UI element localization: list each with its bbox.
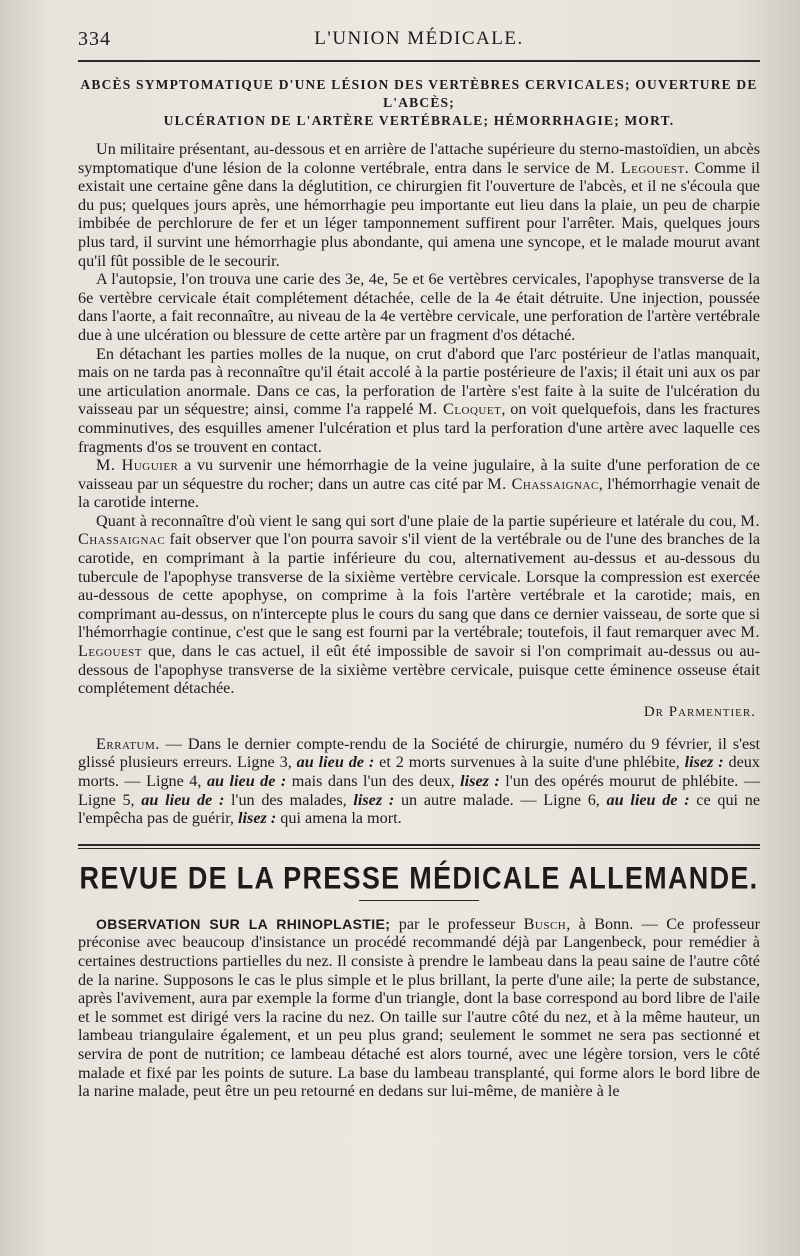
divider-rule-thick [78, 844, 760, 846]
section-title: REVUE DE LA PRESSE MÉDICALE ALLEMANDE. [79, 860, 759, 895]
article-title-line-2: ULCÉRATION DE L'ARTÈRE VERTÉBRALE; HÉMORRHAGIE; MORT. [163, 113, 675, 128]
text: qui amena la mort. [276, 809, 402, 828]
text: fait observer que l'on pourra savoir s'il vient de la vertébrale ou de l'une des branches de la carotide, en comprimant à la partie inférieure du cou, alternativement au-dessus et au-dessous du tubercule de l'apophyse transverse de la sixième vertèbre cervicale. Lorsque la compression est exercée au-dessous de cette apophyse, on comprime à la fois l'artère vertébrale et la carotide; mais, en comprimant au-dessus, on n'intercepte plus le cours du sang que dans ce dernier vaisseau, de sorte que si l'hémorrhagie continue, c'est que le sang est fourni par la vertébrale; toutefois, il faut remarquer avec [78, 530, 760, 642]
italic-text: au lieu de : [296, 753, 375, 772]
author-name: M. Chassaignac [487, 474, 599, 493]
paragraph-5 [78, 512, 760, 698]
article-title [78, 76, 760, 130]
author-name: Busch [523, 914, 567, 933]
erratum-text [78, 735, 760, 828]
paragraph-4 [78, 456, 760, 512]
text: par le professeur [390, 914, 524, 933]
text: deux morts. — Ligne 4, [78, 753, 760, 790]
italic-text: au lieu de : [206, 772, 287, 790]
page-number: 334 [78, 28, 111, 50]
text: ce qui ne l'empêcha pas de guérir, [78, 790, 761, 828]
italic-text: lisez : [353, 790, 395, 809]
text: Comme il existait une certaine gêne dans la déglutition, ce chirurgien fit l'ouverture de l'abcès, et il ne s'écoula que du pus; quelques jours après, une hémorrhagie peu importante eut lieu dans la plaie, un peu de charpie imbibée de perchlorure de fer et un léger tamponnement suffirent pour l'arrêter. Mais, quelques jours plus tard, il survint une hémorrhagie plus abondante, qui amena une syncope, et le malade mourut avant qu'il fût possible de le secourir. [78, 158, 760, 270]
italic-text: lisez : [238, 809, 277, 828]
text: l'un des malades, [224, 790, 354, 809]
author-name: M. Cloquet [418, 400, 502, 419]
text: Un militaire présentant, au-dessous et en arrière de l'attache supérieure du sterno-mastoïdien, un abcès symptomatique d'une lésion de la colonne vertébrale, entra dans le service de [78, 140, 760, 177]
text: et 2 morts survenues à la suite d'une phlébite, [374, 753, 685, 772]
author-name: M. Chassaignac [78, 511, 760, 549]
text: , à Bonn. — Ce professeur préconise avec beaucoup d'insistance un procédé recommandé déjà par Langenbeck, pour remédier à certaines destructions partielles du nez. Il consiste à prendre le lambeau dans la peau saine de l'autre côté de la narine. Supposons le cas le plus simple et le plus brillant, la perte d'une aile; la perte de substance, après l'avivement, aura par exemple la forme d'un triangle, dont la base correspond au bord libre de l'aile et le sommet est dirigé vers la racine du nez. On taille sur l'autre côté du nez, et à la même hauteur, un lambeau triangulaire également, et un peu plus grand; seulement le sommet ne sera pas sectionné et servira de pont de nutrition; ce lambeau détaché est alors tourné, avec une légère torsion, vers le côté malade et fixé par les points de suture. La base du lambeau transplanté, qui forme alors le bord libre de la narine malade, peut être un peu retourné en dedans sur lui-même, de manière à le [78, 914, 760, 1101]
author-name: M. Legouest. [595, 158, 690, 177]
text: , l'hémorrhagie venait de la carotide interne. [78, 474, 760, 512]
text: En détachant les parties molles de la nuque, on crut d'abord que l'arc postérieur de l'atlas manquait, mais on ne tarda pas à reconnaître qu'il était accolé à la partie postérieure de l'axis; il était uni aux os par une articulation anormale. Dans ce cas, la perforation de l'artère s'est faite à la suite de l'ulcération du vaisseau par un séquestre; ainsi, comme l'a rappelé [78, 344, 760, 419]
review-paragraph [78, 915, 760, 1101]
running-head [78, 24, 760, 58]
paragraph-3 [78, 345, 760, 457]
author-name: M. Huguier [96, 456, 179, 475]
journal-title: L'UNION MÉDICALE. [314, 28, 524, 49]
erratum-label: Erratum. [96, 734, 160, 753]
divider-rule-thin [78, 848, 760, 849]
italic-text: lisez : [460, 772, 500, 790]
text: Quant à reconnaître d'où vient le sang qui sort d'une plaie de la partie supérieure et latérale du cou, [96, 511, 741, 530]
header-rule [78, 60, 760, 62]
italic-text: lisez : [684, 753, 724, 772]
section-title-rule [359, 900, 479, 901]
text: l'un des opérés mourut de phlébite. — Ligne 5, [78, 772, 761, 809]
text: que, dans le cas actuel, il eût été impossible de savoir si l'on comprimait au-dessus ou au-dessous de l'apophyse transverse de la sixième vertèbre cervicale, puisque cette éminence osseuse était complétement détachée. [78, 642, 760, 698]
text: , on voit quelquefois, dans les fractures comminutives, des esquilles amener l'ulcération et plus tard la perforation d'une artère avec laquelle ces fragments d'os se trouvent en contact. [78, 400, 761, 456]
italic-text: au lieu de : [606, 790, 690, 809]
paragraph-1 [78, 140, 760, 270]
paragraph-2: A l'autopsie, l'on trouva une carie des 3e, 4e, 5e et 6e vertèbres cervicales, l'apophyse transverse de la 6e vertèbre cervicale était complétement détachée, celle de la 4e était détruite. Une injection, poussée dans l'aorte, a fait reconnaître, au niveau de la 4e vertèbre cervicale, une perforation de l'artère vertébrale due à une ulcération ou blessure de cette artère par un fragment d'os détaché. [78, 270, 760, 344]
text: — Dans le dernier compte-rendu de la Société de chirurgie, numéro du 9 février, il s'est glissé plusieurs erreurs. Ligne 3, [78, 734, 760, 772]
signature: Dr Parmentier. [643, 703, 756, 720]
article-title-line-1: ABCÈS SYMPTOMATIQUE D'UNE LÉSION DES VERTÈBRES CERVICALES; OUVERTURE DE L'ABCÈS; [80, 77, 758, 110]
erratum [78, 735, 760, 828]
section-divider [78, 844, 760, 849]
italic-text: au lieu de : [141, 790, 225, 809]
text: a vu survenir une hémorrhagie de la veine jugulaire, à la suite d'une perforation de ce vaisseau par un séquestre du rocher; dans un autre cas cité par [78, 456, 760, 493]
text: mais dans l'un des deux, [286, 772, 461, 790]
author-name: M. Legouest [78, 623, 760, 661]
text: un autre malade. — Ligne 6, [394, 790, 607, 809]
review-lead: OBSERVATION SUR LA RHINOPLASTIE; [96, 915, 391, 932]
